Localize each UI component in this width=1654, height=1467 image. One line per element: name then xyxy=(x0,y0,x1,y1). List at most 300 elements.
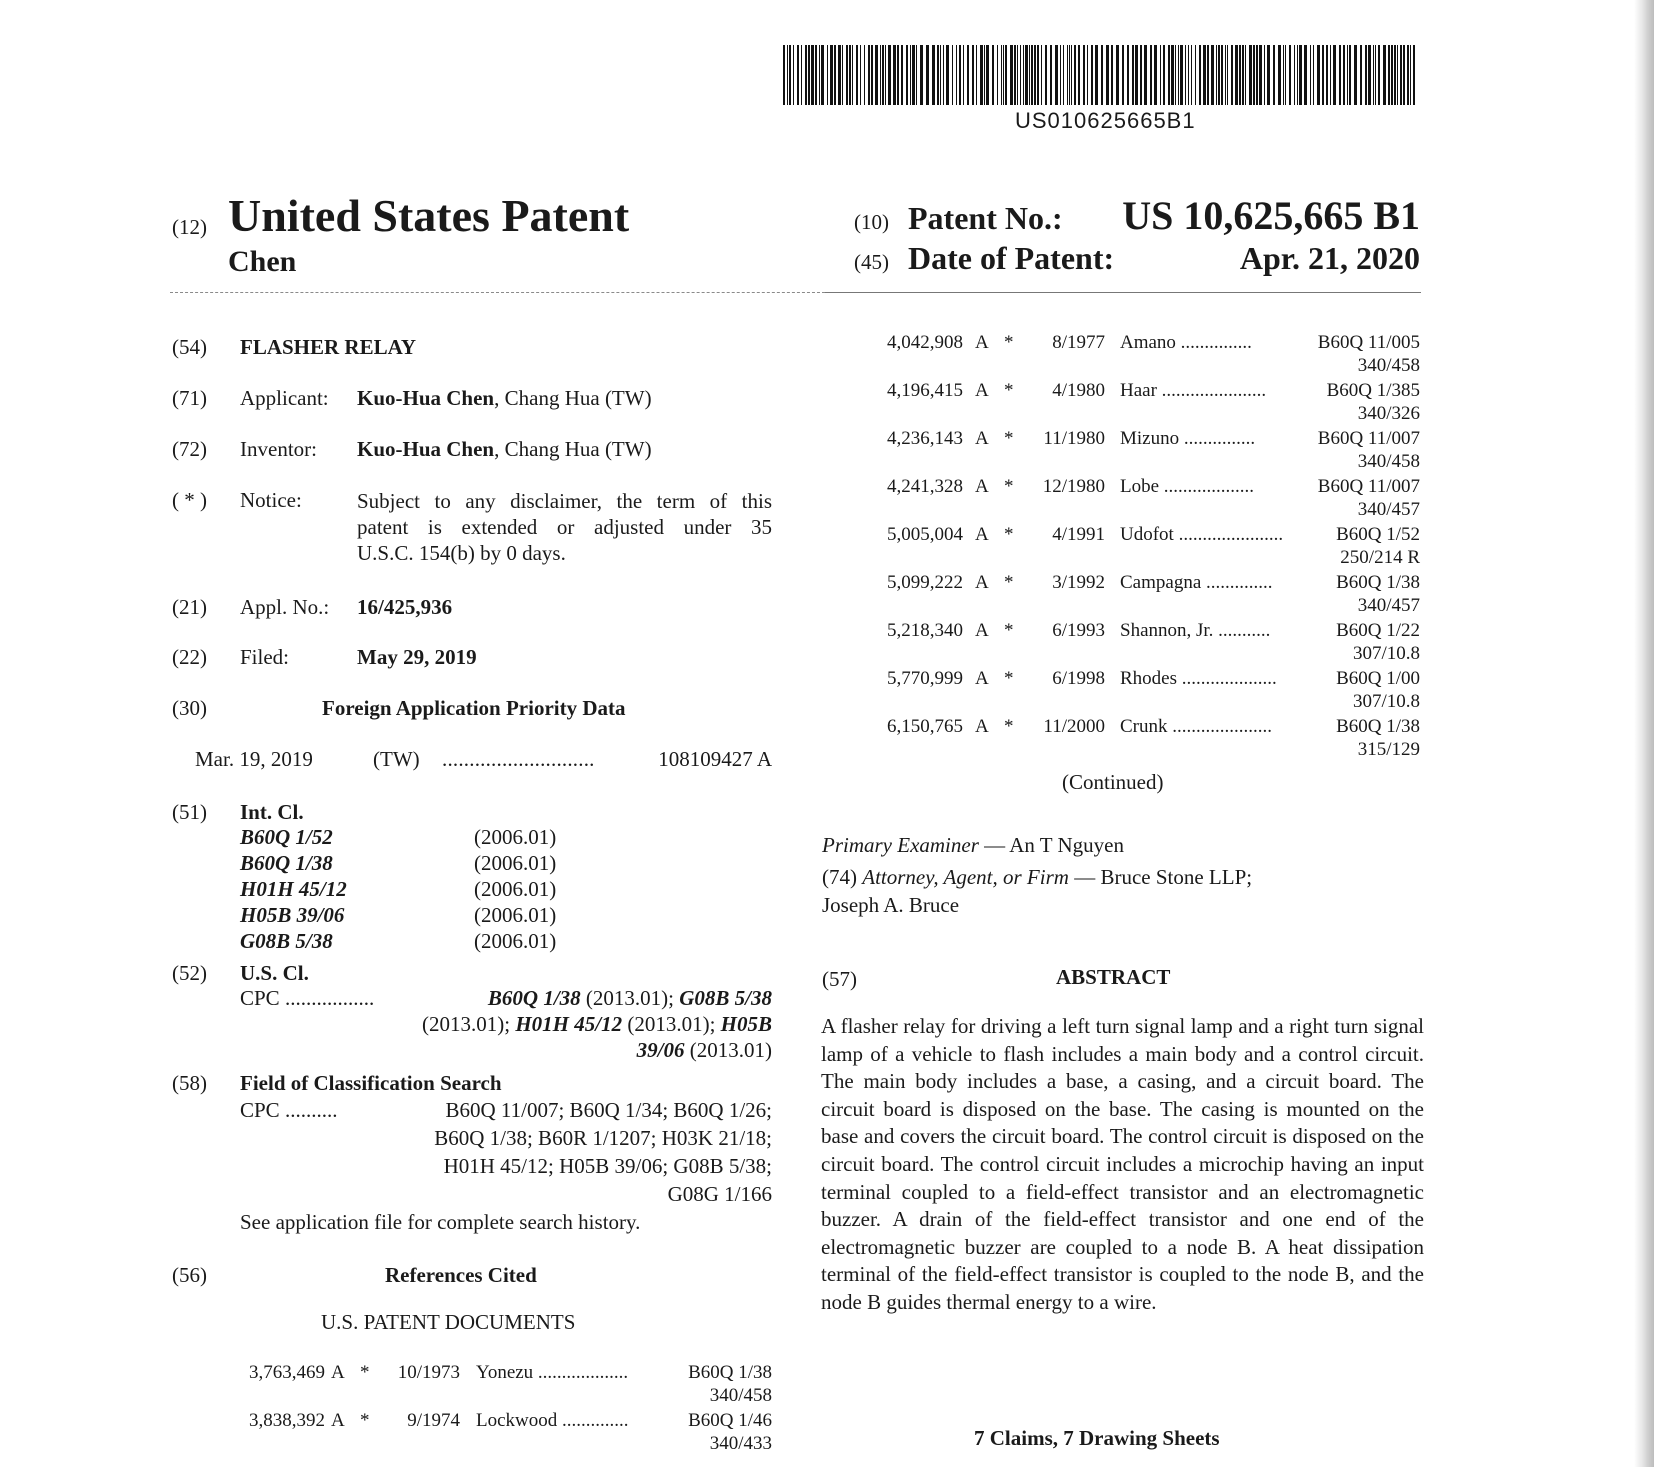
barcode-bar xyxy=(1037,45,1039,105)
abstract-text: A flasher relay for driving a left turn signal lamp and a right turn signal lamp of a vehicle to flash includes a main body and a control circuit. The main body includes a base, a casing, and a circuit board. The circuit board is disposed on the base. The casing is mounted on the base and covers the circuit board. The control circuit is disposed on the circuit board. The control circuit includes a microchip having an input terminal coupled to a field-effect transistor and an electromagnetic buzzer. A drain of the field-effect transistor and one end of the electromagnetic buzzer are coupled to a node B. A heat dissipation terminal of the field-effect transistor is coupled to the node B, and the node B guides thermal energy to a wire. xyxy=(821,1014,1424,1314)
ref-name: Rhodes .................... xyxy=(1120,668,1277,689)
ref-name: Amano ............... xyxy=(1120,332,1252,353)
inventor-surname: Chen xyxy=(228,245,297,278)
barcode xyxy=(783,45,1419,105)
barcode-bar xyxy=(1239,45,1241,105)
barcode-bar xyxy=(1001,45,1002,105)
barcode-bar xyxy=(1207,45,1209,105)
barcode-bar xyxy=(1383,45,1386,105)
barcode-bar xyxy=(1003,45,1004,105)
barcode-bar xyxy=(1273,45,1275,105)
code-12: (12) xyxy=(172,215,207,239)
barcode-bar xyxy=(992,45,994,105)
ref-class: B60Q 1/38 xyxy=(1336,572,1420,593)
barcode-bar xyxy=(1249,45,1252,105)
barcode-bar xyxy=(1285,45,1286,105)
barcode-bar xyxy=(1116,45,1119,105)
barcode-bar xyxy=(986,45,989,105)
barcode-bar xyxy=(1171,45,1174,105)
barcode-bar xyxy=(1191,45,1192,105)
date-of-patent: Apr. 21, 2020 xyxy=(1239,240,1420,276)
int-cl-year: (2006.01) xyxy=(474,929,557,953)
barcode-bar xyxy=(1101,45,1103,105)
ref-kind: A xyxy=(975,524,989,545)
barcode-bar xyxy=(916,45,917,105)
barcode-bar xyxy=(984,45,985,105)
barcode-bar xyxy=(888,45,891,105)
ref-subclass: 307/10.8 xyxy=(1352,691,1420,712)
barcode-bar xyxy=(1294,45,1295,105)
barcode-bar xyxy=(1221,45,1223,105)
ref-class: B60Q 1/385 xyxy=(1326,380,1420,401)
ref-kind: A xyxy=(975,572,989,593)
barcode-bar xyxy=(1297,45,1298,105)
applicant-label: Applicant: xyxy=(240,386,329,410)
barcode-bar xyxy=(1211,45,1214,105)
barcode-bar xyxy=(1029,45,1030,105)
ref-name: Haar ...................... xyxy=(1120,380,1267,401)
ref-patent-number: 4,241,328 xyxy=(887,476,963,497)
barcode-bar xyxy=(1180,45,1183,105)
barcode-bar xyxy=(1394,45,1396,105)
int-cl-heading: Int. Cl. xyxy=(240,800,304,824)
barcode-bar xyxy=(1023,45,1024,105)
ref-star: * xyxy=(1004,572,1014,593)
field-search-cpc: CPC .......... xyxy=(240,1098,338,1122)
code-30: (30) xyxy=(172,696,207,720)
priority-number: 108109427 A xyxy=(658,747,772,771)
code-51: (51) xyxy=(172,800,207,824)
ref-kind: A xyxy=(975,716,989,737)
barcode-bar xyxy=(1299,45,1302,105)
references-cited-heading: References Cited xyxy=(385,1263,537,1287)
barcode-bar xyxy=(838,45,841,105)
barcode-bar xyxy=(976,45,977,105)
ref-name: Shannon, Jr. ........... xyxy=(1120,620,1271,641)
barcode-bar xyxy=(805,45,807,105)
ref-star: * xyxy=(1004,380,1014,401)
code-21: (21) xyxy=(172,595,207,619)
ref-kind: A xyxy=(975,620,989,641)
filed-date: May 29, 2019 xyxy=(357,645,477,669)
ref-patent-number: 4,042,908 xyxy=(887,332,963,353)
ref-name: Lockwood .............. xyxy=(476,1410,629,1431)
barcode-bar xyxy=(959,45,961,105)
ref-name: Yonezu ................... xyxy=(476,1362,629,1383)
barcode-bar xyxy=(1313,45,1314,105)
us-cl-line-3: 39/06 (2013.01) xyxy=(636,1038,772,1062)
barcode-bar xyxy=(797,45,799,105)
barcode-bar xyxy=(1069,45,1070,105)
barcode-bar xyxy=(1347,45,1348,105)
code-54: (54) xyxy=(172,335,207,359)
ref-star: * xyxy=(1004,668,1014,689)
barcode-bar xyxy=(834,45,836,105)
barcode-bar xyxy=(1218,45,1220,105)
ref-kind: A xyxy=(975,668,989,689)
ref-name: Crunk ..................... xyxy=(1120,716,1272,737)
barcode-bar xyxy=(1091,45,1093,105)
barcode-bar xyxy=(1140,45,1142,105)
barcode-bar xyxy=(1322,45,1324,105)
ref-date: 6/1993 xyxy=(1052,620,1105,641)
barcode-bar xyxy=(1199,45,1201,105)
int-cl-year: (2006.01) xyxy=(474,825,557,849)
barcode-bar xyxy=(1195,45,1196,105)
code-22: (22) xyxy=(172,645,207,669)
ref-patent-number: 5,099,222 xyxy=(887,572,963,593)
ref-name: Campagna .............. xyxy=(1120,572,1273,593)
barcode-bar xyxy=(980,45,983,105)
barcode-bar xyxy=(1071,45,1072,105)
barcode-bar xyxy=(1391,45,1393,105)
notice-label: Notice: xyxy=(240,488,302,512)
barcode-bar xyxy=(926,45,929,105)
barcode-bar xyxy=(827,45,828,105)
barcode-bar xyxy=(1264,45,1265,105)
barcode-bar xyxy=(1050,45,1052,105)
barcode-bar xyxy=(906,45,908,105)
barcode-bar xyxy=(1067,45,1068,105)
barcode-bar xyxy=(1256,45,1258,105)
barcode-bar xyxy=(1375,45,1376,105)
barcode-bar xyxy=(811,45,814,105)
barcode-bar xyxy=(1122,45,1124,105)
barcode-bar xyxy=(972,45,974,105)
inventor-label: Inventor: xyxy=(240,437,317,461)
ref-patent-number: 3,838,392 xyxy=(249,1410,325,1431)
ref-date: 12/1980 xyxy=(1042,476,1105,497)
int-cl-code: H05B 39/06 xyxy=(240,903,345,927)
ref-subclass: 250/214 R xyxy=(1340,547,1420,568)
field-search-note: See application file for complete search history. xyxy=(240,1210,641,1234)
ref-kind: A xyxy=(975,428,989,449)
barcode-bar xyxy=(787,45,788,105)
barcode-bar xyxy=(952,45,953,105)
barcode-bar xyxy=(846,45,848,105)
barcode-bar xyxy=(1253,45,1255,105)
primary-examiner: Primary Examiner — An T Nguyen xyxy=(822,833,1124,857)
priority-dots: ............................ xyxy=(442,747,595,771)
barcode-bar xyxy=(1041,45,1042,105)
barcode-bar xyxy=(1111,45,1113,105)
barcode-bar xyxy=(1132,45,1134,105)
notice-line-2: patent is extended or adjusted under 35 xyxy=(357,515,772,539)
barcode-bar xyxy=(1410,45,1411,105)
barcode-bar xyxy=(830,45,833,105)
field-of-search-heading: Field of Classification Search xyxy=(240,1071,502,1095)
barcode-bar xyxy=(864,45,865,105)
priority-country: (TW) xyxy=(373,747,420,771)
ref-kind: A xyxy=(975,476,989,497)
ref-date: 11/1980 xyxy=(1043,428,1105,449)
barcode-bar xyxy=(1330,45,1331,105)
barcode-bar xyxy=(871,45,873,105)
barcode-bar xyxy=(1397,45,1398,105)
barcode-bar xyxy=(1078,45,1080,105)
ref-star: * xyxy=(1004,524,1014,545)
attorney-line: (74) Attorney, Agent, or Firm — Bruce Stone LLP; xyxy=(822,865,1253,889)
barcode-bar xyxy=(1031,45,1033,105)
code-58: (58) xyxy=(172,1071,207,1095)
us-cl-line-2: (2013.01); H01H 45/12 (2013.01); H05B xyxy=(421,1012,772,1036)
barcode-bar xyxy=(1339,45,1341,105)
document-type: United States Patent xyxy=(228,190,630,241)
barcode-bar xyxy=(912,45,915,105)
int-cl-year: (2006.01) xyxy=(474,877,557,901)
barcode-bar xyxy=(849,45,851,105)
ref-date: 3/1992 xyxy=(1052,572,1105,593)
code-71: (71) xyxy=(172,386,207,410)
barcode-bar xyxy=(1227,45,1228,105)
int-cl-code: B60Q 1/52 xyxy=(240,825,333,849)
code-45: (45) xyxy=(854,250,889,274)
barcode-bar xyxy=(808,45,810,105)
ref-date: 9/1974 xyxy=(407,1410,460,1431)
barcode-bar xyxy=(1283,45,1284,105)
ref-date: 8/1977 xyxy=(1052,332,1105,353)
us-cl-line-1: B60Q 1/38 (2013.01); G08B 5/38 xyxy=(487,986,772,1010)
ref-subclass: 340/458 xyxy=(709,1385,772,1406)
ref-class: B60Q 1/38 xyxy=(688,1362,772,1383)
field-search-line-3: H01H 45/12; H05B 39/06; G08B 5/38; xyxy=(443,1154,772,1178)
code-56: (56) xyxy=(172,1263,207,1287)
barcode-bar xyxy=(910,45,911,105)
int-cl-year: (2006.01) xyxy=(474,851,557,875)
barcode-bar xyxy=(1343,45,1345,105)
barcode-bar xyxy=(1135,45,1138,105)
priority-date: Mar. 19, 2019 xyxy=(195,747,313,771)
notice-line-3: U.S.C. 154(b) by 0 days. xyxy=(357,541,566,565)
barcode-bar xyxy=(885,45,886,105)
barcode-bar xyxy=(1017,45,1018,105)
barcode-bar xyxy=(1055,45,1058,105)
barcode-bar xyxy=(1060,45,1061,105)
foreign-priority-heading: Foreign Application Priority Data xyxy=(322,696,626,720)
barcode-bar xyxy=(1388,45,1390,105)
ref-date: 4/1980 xyxy=(1052,380,1105,401)
int-cl-code: H01H 45/12 xyxy=(240,877,347,901)
barcode-bar xyxy=(1034,45,1036,105)
barcode-bar xyxy=(893,45,896,105)
ref-subclass: 340/326 xyxy=(1357,403,1420,424)
ref-patent-number: 4,236,143 xyxy=(887,428,963,449)
date-of-patent-label: Date of Patent: xyxy=(908,240,1115,276)
filed-label: Filed: xyxy=(240,645,290,669)
barcode-bar xyxy=(1020,45,1021,105)
barcode-bar xyxy=(1087,45,1088,105)
continued-note: (Continued) xyxy=(1062,770,1164,794)
patent-number-label: Patent No.: xyxy=(908,200,1063,236)
barcode-bar xyxy=(943,45,944,105)
barcode-bar xyxy=(1360,45,1362,105)
barcode-bar xyxy=(1403,45,1405,105)
barcode-bar xyxy=(997,45,998,105)
barcode-bar xyxy=(1242,45,1244,105)
barcode-bar xyxy=(1010,45,1013,105)
barcode-bar xyxy=(783,45,785,105)
ref-class: B60Q 1/38 xyxy=(1336,716,1420,737)
us-cl-cpc: CPC ................. xyxy=(240,986,375,1010)
code-57: (57) xyxy=(822,967,857,991)
ref-star: * xyxy=(1004,476,1014,497)
barcode-bar xyxy=(852,45,853,105)
header-divider-left xyxy=(170,292,825,293)
ref-class: B60Q 1/46 xyxy=(688,1410,772,1431)
ref-kind: A xyxy=(975,380,989,401)
barcode-bar xyxy=(1278,45,1281,105)
ref-star: * xyxy=(1004,332,1014,353)
barcode-bar xyxy=(1185,45,1186,105)
barcode-bar xyxy=(815,45,817,105)
ref-star: * xyxy=(360,1410,370,1431)
barcode-bar xyxy=(1333,45,1336,105)
barcode-bar xyxy=(1216,45,1217,105)
barcode-bar xyxy=(937,45,939,105)
barcode-bar xyxy=(1178,45,1179,105)
barcode-bar xyxy=(1163,45,1165,105)
barcode-bar xyxy=(1245,45,1246,105)
int-cl-code: G08B 5/38 xyxy=(240,929,333,953)
barcode-bar xyxy=(1144,45,1147,105)
barcode-bar xyxy=(946,45,949,105)
barcode-bar xyxy=(1304,45,1307,105)
barcode-bar xyxy=(1235,45,1238,105)
barcode-bar xyxy=(1095,45,1098,105)
ref-star: * xyxy=(1004,716,1014,737)
barcode-bar xyxy=(882,45,884,105)
code-10: (10) xyxy=(854,210,889,234)
barcode-bar xyxy=(963,45,964,105)
barcode-bar xyxy=(1175,45,1176,105)
attorney-person: Joseph A. Bruce xyxy=(822,893,960,917)
barcode-bar xyxy=(1025,45,1028,105)
title: FLASHER RELAY xyxy=(240,335,417,359)
barcode-bar xyxy=(1154,45,1157,105)
barcode-bar xyxy=(793,45,794,105)
ref-kind: A xyxy=(975,332,989,353)
ref-class: B60Q 11/005 xyxy=(1317,332,1420,353)
ref-class: B60Q 1/00 xyxy=(1336,668,1420,689)
ref-kind: A xyxy=(331,1410,345,1431)
barcode-bar xyxy=(868,45,870,105)
patent-number: US 10,625,665 B1 xyxy=(1122,193,1420,238)
int-cl-year: (2006.01) xyxy=(474,903,557,927)
barcode-bar xyxy=(1326,45,1328,105)
barcode-bar xyxy=(1407,45,1409,105)
barcode-bar xyxy=(1168,45,1170,105)
barcode-bar xyxy=(1400,45,1402,105)
barcode-bar xyxy=(1267,45,1270,105)
ref-name: Udofot ...................... xyxy=(1120,524,1284,545)
code-52: (52) xyxy=(172,961,207,985)
ref-name: Lobe ................... xyxy=(1120,476,1255,497)
barcode-bar xyxy=(1310,45,1311,105)
barcode-bar xyxy=(860,45,861,105)
ref-patent-number: 6,150,765 xyxy=(887,716,963,737)
barcode-bar xyxy=(1203,45,1206,105)
barcode-bar xyxy=(789,45,791,105)
barcode-bar xyxy=(1259,45,1262,105)
field-search-line-2: B60Q 1/38; B60R 1/1207; H03K 21/18; xyxy=(434,1126,772,1150)
ref-subclass: 340/457 xyxy=(1357,499,1420,520)
barcode-bar xyxy=(1014,45,1016,105)
barcode-bar xyxy=(842,45,843,105)
ref-patent-number: 5,770,999 xyxy=(887,668,963,689)
barcode-bar xyxy=(1368,45,1371,105)
barcode-bar xyxy=(897,45,899,105)
application-number-label: Appl. No.: xyxy=(240,595,330,619)
barcode-bar xyxy=(821,45,824,105)
barcode-number: US010625665B1 xyxy=(1015,108,1196,133)
barcode-bar xyxy=(856,45,858,105)
scan-edge-shadow xyxy=(1634,0,1654,1467)
ref-name: Mizuno ............... xyxy=(1120,428,1256,449)
int-cl-code: B60Q 1/38 xyxy=(240,851,333,875)
ref-subclass: 340/433 xyxy=(709,1433,772,1454)
applicant: Kuo-Hua Chen, Chang Hua (TW) xyxy=(357,386,652,410)
ref-subclass: 315/129 xyxy=(1357,739,1420,760)
barcode-bar xyxy=(880,45,881,105)
barcode-bar xyxy=(1317,45,1320,105)
barcode-bar xyxy=(1106,45,1109,105)
ref-subclass: 340/458 xyxy=(1357,451,1420,472)
claims-summary: 7 Claims, 7 Drawing Sheets xyxy=(974,1426,1220,1450)
barcode-bar xyxy=(1188,45,1189,105)
barcode-bar xyxy=(956,45,957,105)
barcode-bar xyxy=(1231,45,1233,105)
barcode-bar xyxy=(920,45,923,105)
barcode-bar xyxy=(801,45,802,105)
ref-star: * xyxy=(1004,428,1014,449)
ref-patent-number: 3,763,469 xyxy=(249,1362,325,1383)
ref-kind: A xyxy=(331,1362,345,1383)
barcode-bar xyxy=(940,45,941,105)
barcode-bar xyxy=(1063,45,1064,105)
field-search-line-4: G08G 1/166 xyxy=(667,1182,772,1206)
ref-subclass: 340/458 xyxy=(1357,355,1420,376)
us-patent-documents-heading: U.S. PATENT DOCUMENTS xyxy=(321,1310,576,1334)
ref-class: B60Q 11/007 xyxy=(1317,428,1420,449)
barcode-bar xyxy=(932,45,935,105)
ref-patent-number: 4,196,415 xyxy=(887,380,963,401)
barcode-bar xyxy=(1354,45,1357,105)
barcode-bar xyxy=(1150,45,1152,105)
notice-line-1: Subject to any disclaimer, the term of this xyxy=(357,489,772,513)
ref-class: B60Q 11/007 xyxy=(1317,476,1420,497)
application-number: 16/425,936 xyxy=(357,595,453,619)
barcode-bar xyxy=(967,45,969,105)
barcode-bar xyxy=(1289,45,1291,105)
barcode-bar xyxy=(1378,45,1380,105)
code-72: (72) xyxy=(172,437,207,461)
barcode-bar xyxy=(1005,45,1007,105)
barcode-bar xyxy=(1083,45,1085,105)
ref-patent-number: 5,005,004 xyxy=(887,524,963,545)
barcode-bar xyxy=(901,45,903,105)
barcode-bar xyxy=(1045,45,1047,105)
barcode-bar xyxy=(1365,45,1367,105)
barcode-bar xyxy=(1127,45,1129,105)
field-search-line-1: B60Q 11/007; B60Q 1/34; B60Q 1/26; xyxy=(445,1098,772,1122)
ref-star: * xyxy=(1004,620,1014,641)
abstract-heading: ABSTRACT xyxy=(1056,965,1171,989)
ref-date: 6/1998 xyxy=(1052,668,1105,689)
barcode-bar xyxy=(1413,45,1415,105)
ref-date: 11/2000 xyxy=(1043,716,1105,737)
us-cl-heading: U.S. Cl. xyxy=(240,961,309,985)
ref-date: 10/1973 xyxy=(397,1362,460,1383)
